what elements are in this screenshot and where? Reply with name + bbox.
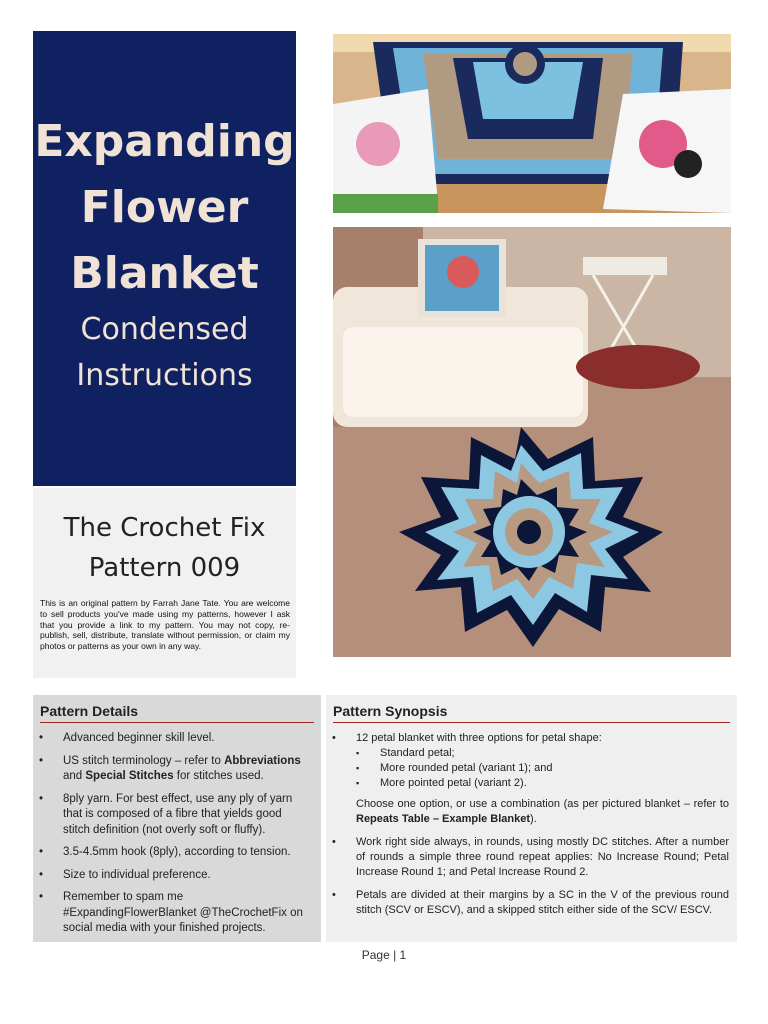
- page-number: Page | 1: [361, 948, 407, 962]
- title-line-1: Expanding: [34, 116, 295, 167]
- list-item: • Size to individual preference.: [39, 868, 309, 884]
- list-item: • Remember to spam me #ExpandingFlowerBlanket @TheCrochetFix on social media with your finished projects.: [39, 890, 309, 937]
- list-item: ▪ More rounded petal (variant 1); and: [356, 761, 729, 776]
- repeats-table-ref: Repeats Table – Example Blanket: [356, 813, 531, 825]
- pattern-details-box: [33, 695, 321, 942]
- special-stitches-ref: Special Stitches: [85, 770, 174, 782]
- pattern-synopsis-box: [326, 695, 737, 942]
- text-span: 12 petal blanket with three options for petal shape:: [356, 732, 602, 744]
- list-item: ▪ Standard petal;: [356, 746, 729, 761]
- list-item: • Work right side always, in rounds, using mostly DC stitches. After a number of rounds a simple three round repeat applies: No Increase Round; Petal Increase Round 1; and Petal Increase Round 2.: [332, 835, 729, 880]
- list-item: • 8ply yarn. For best effect, use any ply of yarn that is composed of a fibre that yields good stitch definition (not overly soft or fluffy).: [39, 792, 309, 839]
- list-item: • Petals are divided at their margins by a SC in the V of the previous round stitch (SCV or ESCV), and a skipped stitch either side of the SCV/ ESCV.: [332, 888, 729, 918]
- subtitle-line-1: Condensed: [80, 312, 249, 347]
- list-item: • 3.5-4.5mm hook (8ply), according to tension.: [39, 845, 309, 861]
- list-item: ▪ More pointed petal (variant 2).: [356, 776, 729, 791]
- photo-rug-in-room: [333, 227, 731, 657]
- text-span: ).: [530, 813, 537, 825]
- pattern-synopsis-body: [326, 723, 737, 918]
- title-panel: [33, 31, 296, 486]
- pattern-details-list: [33, 731, 321, 937]
- pattern-synopsis-heading: Pattern Synopsis: [333, 695, 730, 723]
- text-span: for stitches used.: [173, 770, 264, 782]
- abbreviations-ref: Abbreviations: [224, 754, 301, 767]
- petal-options-list: [356, 746, 729, 791]
- list-item: [332, 731, 729, 827]
- list-item: • Advanced beginner skill level.: [39, 731, 309, 747]
- list-item: [39, 754, 309, 785]
- copyright-notice: This is an original pattern by Farrah Jane Tate. You are welcome to sell products you've made using my patterns, however I ask that you provide a link to my pattern. You may not copy, re-publish, sell, distribute, translate without permission, or claim my photos or patterns as your own in any way.: [40, 598, 290, 652]
- photo-blanket-on-couch: [333, 34, 731, 213]
- pattern-number: Pattern 009: [88, 553, 241, 583]
- title-line-2: Flower: [80, 182, 249, 233]
- brand-name: The Crochet Fix: [63, 513, 266, 543]
- choose-paragraph: [356, 797, 729, 827]
- text-span: Choose one option, or use a combination (as per pictured blanket – refer to: [356, 798, 729, 810]
- brand-panel: [33, 488, 296, 678]
- subtitle-line-2: Instructions: [76, 358, 253, 393]
- title-line-3: Blanket: [70, 248, 259, 299]
- text-span: US stitch terminology – refer to: [63, 754, 225, 767]
- text-span: and: [63, 770, 86, 782]
- pattern-details-heading: Pattern Details: [40, 695, 314, 723]
